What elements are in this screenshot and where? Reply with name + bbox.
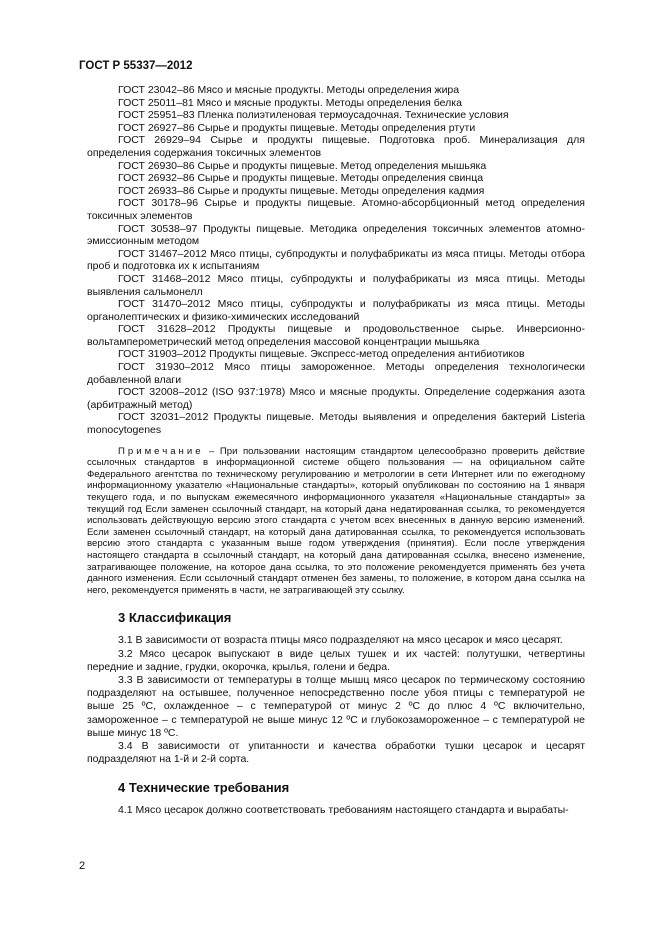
- section-paragraph: 4.1 Мясо цесарок должно соответствовать требованиям настоящего стандарта и вырабаты-: [118, 804, 569, 817]
- section-paragraph: 3.1 В зависимости от возраста птицы мясо подразделяют на мясо цесарок и мясо цесарят.: [118, 634, 563, 647]
- page-number: 2: [79, 860, 86, 872]
- section-paragraph: 3.3 В зависимости от температуры в толще мышц мясо цесарок по термическому состоянию подразделяют на остывшее, полученное непосредственно после убоя птицы с температурой не выше 25 ºС, охлажденное – с температурой от минус 2 ºС до плюс 4 ºС включительно, замороженное – с температурой не выше минус 12 ºС и глубокозамороженное – с температурой не выше минус 18 ºС.: [87, 673, 585, 739]
- note-label: Примечание: [118, 445, 204, 457]
- reference-item: ГОСТ 31470–2012 Мясо птицы, субпродукты и полуфабрикаты из мяса птицы. Методы органолептических и физико-химических исследований: [87, 298, 585, 323]
- reference-item: ГОСТ 26932–86 Сырье и продукты пищевые. Методы определения свинца: [118, 172, 484, 185]
- reference-item: ГОСТ 23042–86 Мясо и мясные продукты. Методы определения жира: [118, 84, 460, 96]
- section-classification: [87, 610, 585, 766]
- reference-item: ГОСТ 31930–2012 Мясо птицы замороженное. Методы определения технологически добавленной влаги: [87, 361, 585, 386]
- reference-item: ГОСТ 25011–81 Мясо и мясные продукты. Методы определения белка: [118, 96, 462, 109]
- reference-item: ГОСТ 30538–97 Продукты пищевые. Методика определения токсичных элементов атомно-эмиссионным методом: [87, 222, 585, 248]
- page-header: ГОСТ Р 55337—2012: [79, 60, 193, 72]
- reference-item: ГОСТ 31628–2012 Продукты пищевые и продовольственное сырье. Инверсионно-вольтамперометрический метод определения массовой концентрации мышьяка: [87, 323, 585, 348]
- reference-item: ГОСТ 26929–94 Сырье и продукты пищевые. Подготовка проб. Минерализация для определения содержания токсичных элементов: [87, 134, 585, 159]
- note-text: – При пользовании настоящим стандартом целесообразно проверить действие ссылочных стандартов в информационной системе общего пользования — на официальном сайте Федерального агентства по техническому регулированию и метрологии в сети Интернет или по ежегодному информационному указателю «Национальные стандарты», который опубликован по состоянию на 1 января текущего года, и по выпускам ежемесячного информационного указателя «Национальные стандарты» за текущий год Если заменен ссылочный стандарт, на который дана недатированная ссылка, то рекомендуется использовать действующую версию этого стандарта с учетом всех внесенных в данную версию изменений. Если заменен ссылочный стандарт, на который дана датированная ссылка, то рекомендуется использовать версию этого стандарта с указанным выше годом утверждения (принятия). Если после утверждения настоящего стандарта в ссылочный стандарт, на который дана датированная ссылка, внесено изменение, затрагивающее положение, на которое дана ссылка, то это положение рекомендуется применять без учета данного изменения. Если ссылочный стандарт отменен без замены, то положение, в котором дана ссылка на него, рекомендуется применять в части, не затрагивающей эту ссылку.: [87, 445, 585, 596]
- reference-item: ГОСТ 31467–2012 Мясо птицы, субпродукты и полуфабрикаты из мяса птицы. Методы отбора проб и подготовка их к испытаниям: [87, 247, 585, 273]
- reference-item: ГОСТ 25951–83 Пленка полиэтиленовая термоусадочная. Технические условия: [118, 109, 509, 122]
- reference-item: ГОСТ 32008–2012 (ISO 937:1978) Мясо и мясные продукты. Определение содержания азота (арбитражный метод): [87, 386, 585, 411]
- reference-item: ГОСТ 30178–96 Сырье и продукты пищевые. Атомно-абсорбционный метод определения токсичных элементов: [87, 197, 585, 222]
- section-title: 3 Классификация: [118, 610, 232, 626]
- section-title: 4 Технические требования: [118, 780, 290, 796]
- section-paragraph: 3.2 Мясо цесарок выпускают в виде целых тушек и их частей: полутушки, четвертины передние и задние, грудки, окорочка, крылья, голени и бедра.: [87, 647, 585, 673]
- reference-item: ГОСТ 31468–2012 Мясо птицы, субпродукты и полуфабрикаты из мяса птицы. Методы выявления сальмонелл: [87, 272, 585, 298]
- reference-item: ГОСТ 31903–2012 Продукты пищевые. Экспресс-метод определения антибиотиков: [118, 348, 525, 361]
- reference-item: ГОСТ 26933–86 Сырье и продукты пищевые. Методы определения кадмия: [118, 184, 485, 197]
- document-body: [87, 84, 585, 818]
- section-technical-requirements: [87, 780, 585, 817]
- section-paragraph: 3.4 В зависимости от упитанности и качества обработки тушки цесарок и цесарят подразделяют на 1-й и 2-й сорта.: [87, 739, 585, 766]
- reference-item: ГОСТ 26927–86 Сырье и продукты пищевые. Методы определения ртути: [118, 121, 476, 134]
- normative-references-list: [87, 84, 585, 437]
- note-paragraph: [87, 446, 585, 597]
- reference-item: ГОСТ 32031–2012 Продукты пищевые. Методы выявления и определения бактерий Listeria monocytogenes: [87, 411, 585, 437]
- reference-item: ГОСТ 26930–86 Сырье и продукты пищевые. Метод определения мышьяка: [118, 159, 487, 172]
